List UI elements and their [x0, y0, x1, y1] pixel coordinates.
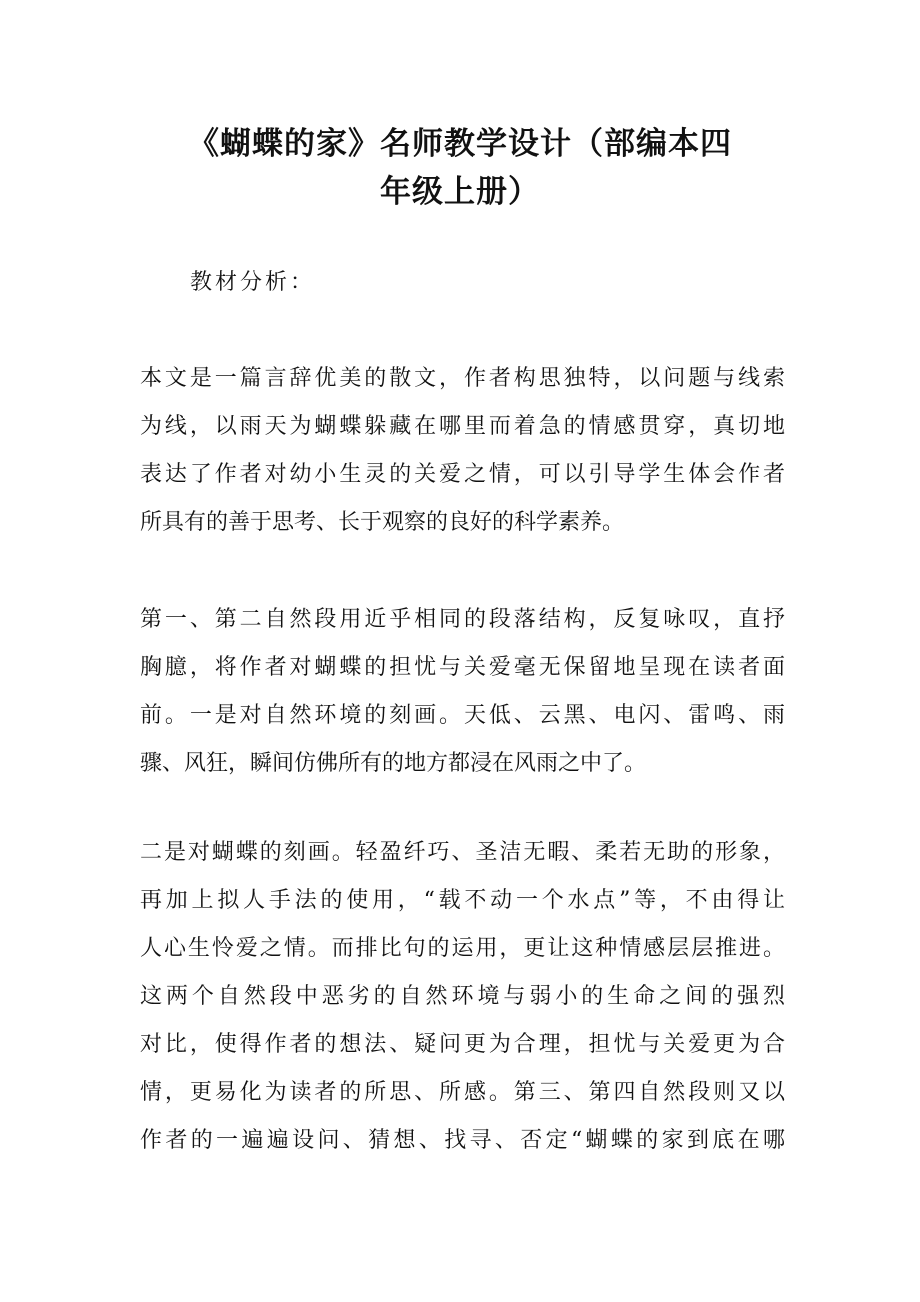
- text-line: 对比，使得作者的想法、疑问更为合理，担忧与关爱更为合: [140, 1032, 785, 1057]
- text-line: 本文是一篇言辞优美的散文，作者构思独特，以问题与线索: [140, 366, 785, 391]
- paragraph-1: [140, 355, 785, 547]
- text-line: 这两个自然段中恶劣的自然环境与弱小的生命之间的强烈: [140, 984, 785, 1009]
- text-line: 前。一是对自然环境的刻画。天低、云黑、电闪、雷鸣、雨: [140, 703, 785, 728]
- text-line: 情，更易化为读者的所思、所感。第三、第四自然段则又以: [140, 1080, 785, 1105]
- text-line: 人心生怜爱之情。而排比句的运用，更让这种情感层层推进。: [140, 936, 785, 961]
- text-line: 胸臆，将作者对蝴蝶的担忧与关爱毫无保留地呈现在读者面: [140, 655, 785, 680]
- document-title-line-1: 《蝴蝶的家》名师教学设计（部编本四: [188, 126, 732, 162]
- paragraph-3: [140, 829, 785, 1165]
- text-line: 再加上拟人手法的使用，“载不动一个水点”等，不由得让: [140, 888, 785, 913]
- text-line: 表达了作者对幼小生灵的关爱之情，可以引导学生体会作者: [140, 462, 785, 487]
- section-label: 教材分析：: [190, 270, 316, 295]
- text-line: 为线，以雨天为蝴蝶躲藏在哪里而着急的情感贯穿，真切地: [140, 414, 785, 439]
- text-line: 作者的一遍遍设问、猜想、找寻、否定“蝴蝶的家到底在哪: [140, 1128, 785, 1153]
- document-title-line-2: 年级上册）: [380, 174, 540, 210]
- text-line: 第一、第二自然段用近乎相同的段落结构，反复咏叹，直抒: [140, 607, 785, 632]
- paragraph-2: [140, 596, 785, 788]
- text-line: 骤、风狂，瞬间仿佛所有的地方都浸在风雨之中了。: [140, 751, 647, 776]
- text-line: 二是对蝴蝶的刻画。轻盈纤巧、圣洁无暇、柔若无助的形象，: [140, 840, 785, 865]
- text-line: 所具有的善于思考、长于观察的良好的科学素养。: [140, 510, 625, 535]
